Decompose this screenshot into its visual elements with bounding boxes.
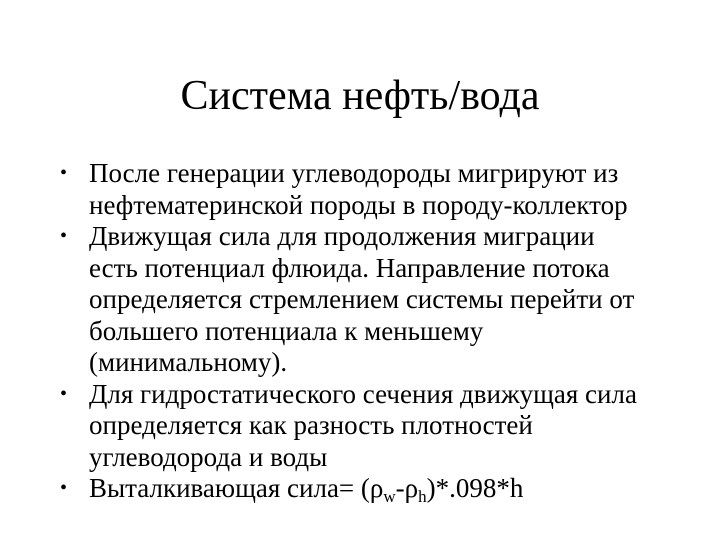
slide-title: Система нефть/вода xyxy=(180,73,540,119)
bullet-text-line: (минимальному). xyxy=(89,347,288,377)
formula-suffix: )*.098*h xyxy=(426,473,524,503)
bullet-text-line: есть потенциал флюида. Направление потока xyxy=(89,252,610,283)
bullet-item xyxy=(56,221,696,379)
bullet-text-line: определяется как разность плотностей xyxy=(89,410,533,440)
rho-symbol: ρ xyxy=(404,473,419,503)
bullet-marker: • xyxy=(60,225,68,247)
bullet-text-line: Для гидростатического сечения движущая сила xyxy=(89,378,637,409)
minus-sign: - xyxy=(395,473,405,503)
bullet-text-line: После генерации углеводороды мигрируют из xyxy=(89,158,619,188)
bullet-marker: • xyxy=(60,162,68,184)
bullet-item xyxy=(56,473,696,505)
formula-line xyxy=(89,473,696,505)
subscript-hydrocarbon: h xyxy=(418,487,427,506)
formula-prefix: Выталкивающая сила= ( xyxy=(89,473,370,503)
bullet-item xyxy=(56,158,696,221)
bullet-list xyxy=(56,158,696,505)
bullet-marker: • xyxy=(60,382,68,405)
bullet-text-line: углеводорода и воды xyxy=(89,441,328,472)
bullet-text-line: большего потенциала к меньшему xyxy=(89,315,484,346)
bullet-item xyxy=(56,379,696,474)
subscript-water: w xyxy=(383,487,396,506)
bullet-marker: • xyxy=(60,477,68,499)
bullet-text-line: нефтематеринской породы в породу-коллектор xyxy=(89,189,628,220)
bullet-text-line: Движущая сила для продолжения миграции xyxy=(89,221,595,251)
bullet-text-line: определяется стремлением системы перейти от xyxy=(89,284,635,314)
rho-symbol: ρ xyxy=(369,473,384,503)
